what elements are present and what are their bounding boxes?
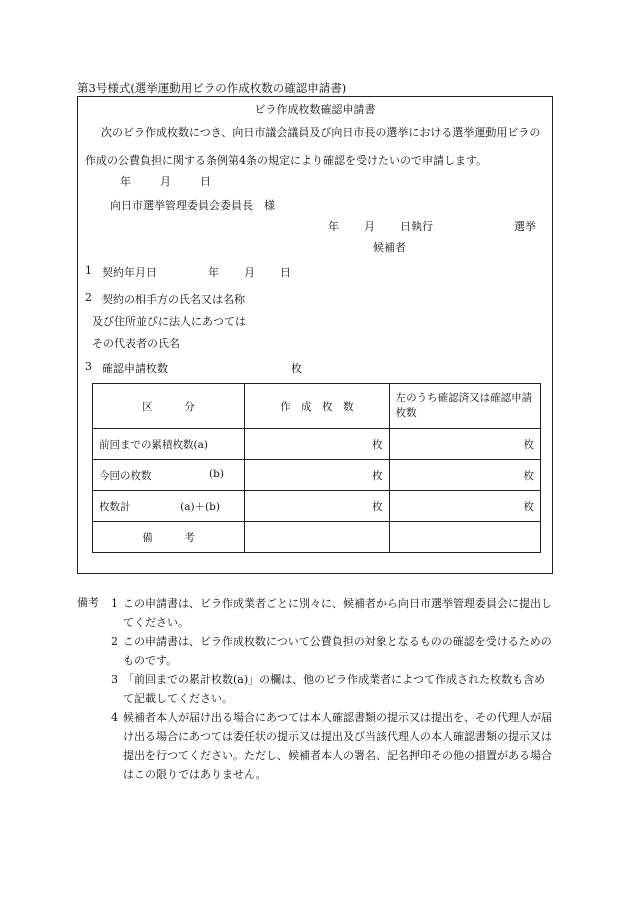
item2-number: 2 <box>85 291 92 304</box>
row-unit-created: 枚 <box>244 491 389 522</box>
item1-label: 契約年月日 <box>102 266 157 279</box>
table-row-remarks <box>93 522 541 553</box>
note-item: 3 「前回までの累計枚数(a)」の欄は、他のビラ作成業者によつて作成された枚数も含めて記載してください。 <box>111 673 546 705</box>
election-day-exec: 日執行 <box>400 220 433 233</box>
election-label: 選挙 <box>514 220 536 233</box>
notes-heading: 備考 <box>77 596 99 609</box>
item1-number: 1 <box>85 264 92 277</box>
addressee: 向日市選挙管理委員会委員長 様 <box>110 199 275 212</box>
item2-line-2: 及び住所並びに法人にあつては <box>92 315 246 328</box>
candidate-label: 候補者 <box>373 241 406 254</box>
item3-unit: 枚 <box>291 362 302 375</box>
row-unit-confirmed: 枚 <box>389 491 540 522</box>
item2-line-3: その代表者の氏名 <box>92 337 180 350</box>
form-number-title: 第3号様式(選挙運動用ビラの作成枚数の確認申請書) <box>77 81 347 95</box>
item1-month: 月 <box>244 266 255 279</box>
item2-line-1: 契約の相手方の氏名又は名称 <box>102 293 245 306</box>
application-form-box <box>77 96 553 574</box>
election-year: 年 <box>328 220 339 233</box>
note-item: 2 この申請書は、ビラ作成枚数について公費負担の対象となるものの確認を受けるためのものです。 <box>111 635 552 667</box>
item1-day: 日 <box>280 266 291 279</box>
note-item: 4 候補者本人が届け出る場合にあつては本人確認書類の提示又は提出を、その代理人が届け出る場合にあつては委任状の提示又は提出及び当該代理人の本人確認書類の提示又は提出を行つてください。ただし、候補者本人の署名、記名押印その他の措置がある場合はこの限りではありません。 <box>111 711 552 781</box>
date-year: 年 <box>120 175 131 188</box>
table-row <box>93 429 541 460</box>
row-unit-created: 枚 <box>244 460 389 491</box>
item1-year: 年 <box>208 266 219 279</box>
election-month: 月 <box>364 220 375 233</box>
table-header-row <box>93 384 541 429</box>
row-unit-confirmed: 枚 <box>389 460 540 491</box>
row-label: 今回の枚数 (b) <box>93 460 245 491</box>
remarks-cell <box>389 522 540 553</box>
table-row <box>93 491 541 522</box>
remarks-label: 備 考 <box>93 522 245 553</box>
item3-label: 確認申請枚数 <box>102 362 168 375</box>
item3-number: 3 <box>85 360 92 373</box>
header-category: 区 分 <box>93 384 245 429</box>
date-month: 月 <box>160 175 171 188</box>
row-unit-created: 枚 <box>244 429 389 460</box>
header-created-count: 作 成 枚 数 <box>244 384 389 429</box>
row-label: 前回までの累積枚数(a) <box>93 429 245 460</box>
header-confirmed-count: 左のうち確認済又は確認申請枚数 <box>389 384 540 429</box>
table-row <box>93 460 541 491</box>
row-label: 枚数計 (a)＋(b) <box>93 491 245 522</box>
remarks-cell <box>244 522 389 553</box>
date-day: 日 <box>200 175 211 188</box>
form-heading: ビラ作成枚数確認申請書 <box>254 103 376 116</box>
intro-paragraph: 次のビラ作成枚数につき、向日市議会議員及び向日市長の選挙における選挙運動用ビラの作成の公費負担に関する条例第4条の規定により確認を受けたいので申請します。 <box>85 126 541 167</box>
row-unit-confirmed: 枚 <box>389 429 540 460</box>
note-item: 1 この申請書は、ビラ作成業者ごとに別々に、候補者から向日市選挙管理委員会に提出してください。 <box>111 597 552 629</box>
confirmation-table <box>92 383 541 553</box>
